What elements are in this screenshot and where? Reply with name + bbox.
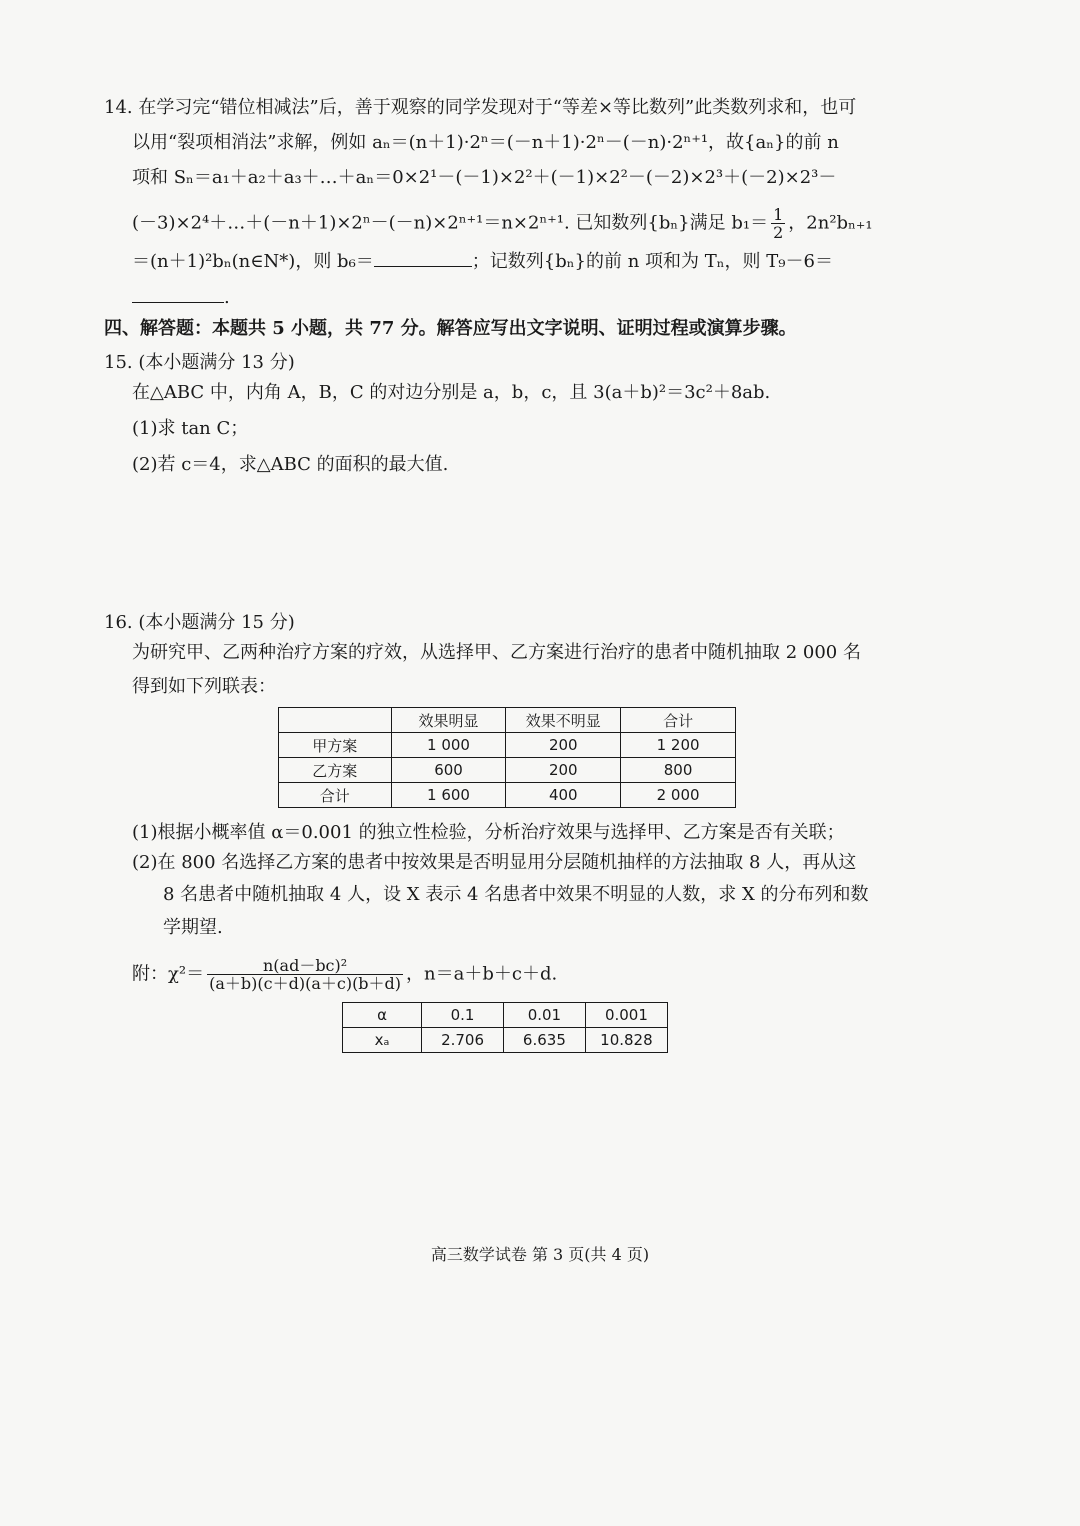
table-header-cell <box>279 708 392 733</box>
fraction-numerator: 1 <box>773 205 784 224</box>
answer-blank-b6[interactable] <box>374 248 472 267</box>
table-cell: 1 200 <box>621 733 736 758</box>
table-cell: 200 <box>506 733 621 758</box>
table-cell: 1 000 <box>391 733 506 758</box>
formula-suffix: ，n＝a＋b＋c＋d. <box>406 963 558 985</box>
table-row <box>279 733 736 758</box>
table-header-cell: 合计 <box>621 708 736 733</box>
q14-line-5-text: ＝(n＋1)²bₙ(n∈N*)，则 b₆＝ <box>132 251 374 272</box>
table-cell: 2 000 <box>621 783 736 808</box>
fraction-one-half <box>771 206 785 241</box>
table-cell: 200 <box>506 758 621 783</box>
table-header-row <box>279 708 736 733</box>
q16-part-2-line-2: 8 名患者中随机抽取 4 人，设 X 表示 4 名患者中效果不明显的人数，求 X 的分布列和数 <box>163 884 869 905</box>
q14-line-6-period: . <box>224 287 230 308</box>
q14-line-4-text: (－3)×2⁴＋…＋(－n＋1)×2ⁿ－(－n)×2ⁿ⁺¹＝n×2ⁿ⁺¹. 已知数列{bₙ}满足 b₁＝ <box>132 212 769 234</box>
table-cell: 400 <box>506 783 621 808</box>
table-cell: 0.01 <box>503 1003 585 1028</box>
section-4-heading: 四、解答题：本题共 5 小题，共 77 分。解答应写出文字说明、证明过程或演算步骤。 <box>104 318 797 339</box>
chi-square-formula <box>132 957 557 992</box>
table-cell: 10.828 <box>585 1028 667 1053</box>
table-cell: 1 600 <box>391 783 506 808</box>
table-cell: 600 <box>391 758 506 783</box>
page-footer: 高三数学试卷 第 3 页(共 4 页) <box>430 1245 650 1264</box>
formula-denominator: (a＋b)(c＋d)(a＋c)(b＋d) <box>209 974 402 993</box>
table-cell: 乙方案 <box>279 758 392 783</box>
table-row <box>343 1003 668 1028</box>
formula-numerator: n(ad－bc)² <box>207 957 403 975</box>
q14-line-5 <box>132 248 833 275</box>
q16-stem-line-1: 为研究甲、乙两种治疗方案的疗效，从选择甲、乙方案进行治疗的患者中随机抽取 2 000 名 <box>132 642 861 663</box>
q14-line-4-tail: ，2n²bₙ₊₁ <box>788 212 873 234</box>
q16-title: 16. (本小题满分 15 分) <box>104 612 295 633</box>
fraction-denominator: 2 <box>773 223 784 242</box>
q14-line-6 <box>132 284 230 311</box>
q14-line-1: 14. 在学习完“错位相减法”后，善于观察的同学发现对于“等差×等比数列”此类数列求和，也可 <box>104 97 857 118</box>
q15-part-1: (1)求 tan C； <box>132 418 249 439</box>
table-cell: 2.706 <box>422 1028 504 1053</box>
table-cell: 甲方案 <box>279 733 392 758</box>
formula-prefix: 附：χ²＝ <box>132 963 205 985</box>
formula-fraction <box>207 957 403 992</box>
critical-value-table <box>342 1002 668 1053</box>
table-cell: 0.1 <box>422 1003 504 1028</box>
q14-line-5-tail: ；记数列{bₙ}的前 n 项和为 Tₙ，则 T₉－6＝ <box>471 251 833 272</box>
table-cell: xₐ <box>343 1028 422 1053</box>
q15-part-2: (2)若 c＝4，求△ABC 的面积的最大值. <box>132 454 449 475</box>
table-row <box>343 1028 668 1053</box>
q15-title: 15. (本小题满分 13 分) <box>104 352 295 373</box>
q15-stem: 在△ABC 中，内角 A，B，C 的对边分别是 a，b，c，且 3(a＋b)²＝3c²＋8ab. <box>132 382 771 403</box>
table-header-cell: 效果明显 <box>391 708 506 733</box>
q16-stem-line-2: 得到如下列联表： <box>132 676 276 697</box>
contingency-table <box>278 707 736 808</box>
table-cell: α <box>343 1003 422 1028</box>
q14-line-4 <box>132 206 873 241</box>
q16-part-2-line-1: (2)在 800 名选择乙方案的患者中按效果是否明显用分层随机抽样的方法抽取 8 人，再从这 <box>132 852 857 873</box>
table-row <box>279 783 736 808</box>
table-row <box>279 758 736 783</box>
q14-line-2: 以用“裂项相消法”求解，例如 aₙ＝(n＋1)·2ⁿ＝(－n＋1)·2ⁿ－(－n)·2ⁿ⁺¹，故{aₙ}的前 n <box>132 132 839 153</box>
table-cell: 800 <box>621 758 736 783</box>
q16-part-2-line-3: 学期望. <box>163 917 223 938</box>
table-cell: 6.635 <box>503 1028 585 1053</box>
table-cell: 合计 <box>279 783 392 808</box>
q14-line-3: 项和 Sₙ＝a₁＋a₂＋a₃＋…＋aₙ＝0×2¹－(－1)×2²＋(－1)×2²－(－2)×2³＋(－2)×2³－ <box>132 167 837 188</box>
table-header-cell: 效果不明显 <box>506 708 621 733</box>
answer-blank-t9[interactable] <box>132 284 224 303</box>
q16-part-1: (1)根据小概率值 α＝0.001 的独立性检验，分析治疗效果与选择甲、乙方案是否有关联； <box>132 822 845 843</box>
table-cell: 0.001 <box>585 1003 667 1028</box>
